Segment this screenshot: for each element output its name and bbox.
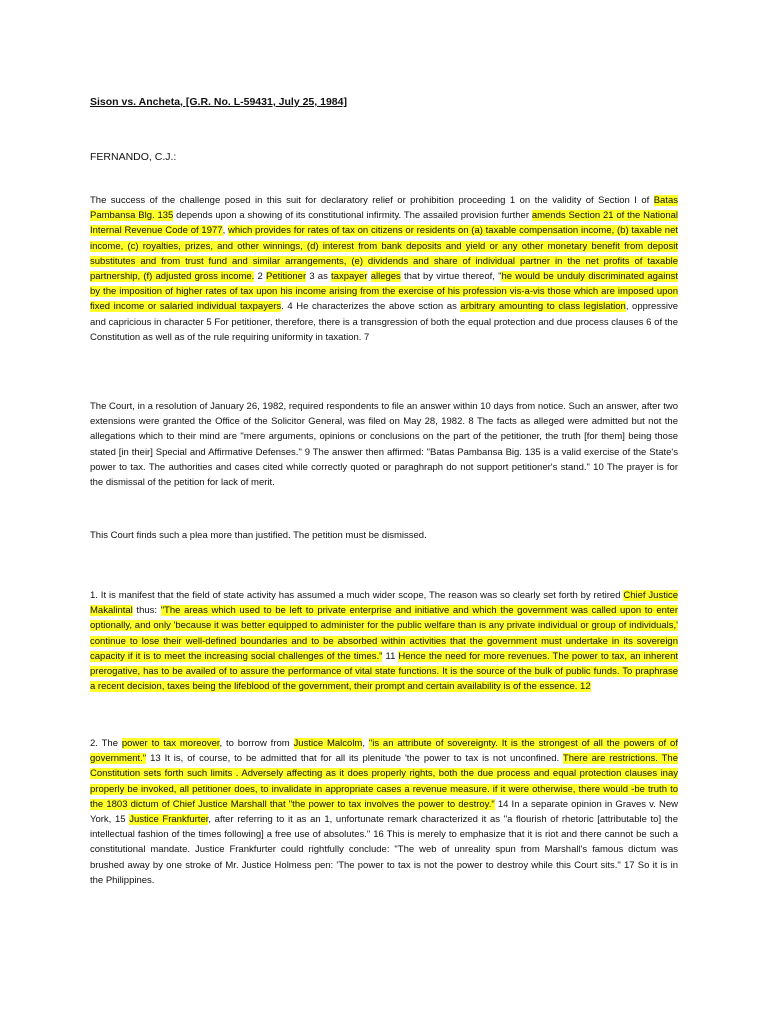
paragraph-point-2: [90, 736, 678, 888]
highlight-segment: power to tax moreover: [121, 738, 220, 749]
text-segment: that by virtue thereof, ": [400, 271, 502, 283]
highlight-segment: he would be unduly discriminated against by the imposition of higher rates of tax upon his income arising from the exercise of his profession vis-a-vis those which are imposed upon fixed income or salaried individual taxpayers: [90, 271, 678, 313]
text-segment: 13 It is, of course, to be admitted that for all its plenitude 'the power to tax is not unconfined.: [146, 753, 563, 765]
paragraph-court-resolution: [90, 399, 678, 490]
text-segment: ,: [362, 738, 369, 749]
highlight-segment: arbitrary amounting to class legislation: [460, 301, 626, 313]
highlight-segment: taxpayer: [331, 271, 368, 283]
highlight-segment: which provides for rates of tax on citizens or residents on (a) taxable compensation income, (b) taxable net income, (c) royalties, prizes, and other winnings, (d) interest from bank deposits and yield or any other monetary benefit from deposit substitutes and from trust fund and similar arrangements, (e) dividends and share of individual partner in the net profits of taxable partnership, (f) adjusted gross income.: [90, 225, 679, 283]
text-segment: 3 as: [306, 271, 332, 283]
highlight-segment: amends Section 21 of the National Internal Revenue Code of 1977: [90, 210, 678, 237]
highlight-segment: There are restrictions. The Constitution sets forth such limits . Adversely affecting as it does properly rights, both the due process and equal protection clauses inay properly be invoked, all petitioner does, to invalidate in appropriate cases a revenue measure. if it were otherwise, there would -be truth to the 1803 dictum of Chief Justice Marshall that "the power to tax involves the power to destroy.": [90, 753, 678, 810]
highlight-segment: Chief Justice Makalintal: [90, 590, 678, 617]
text-segment: The Court, in a resolution of January 26, 1982, required respondents to file an answer within 10 days from notice. Such an answer, after two extensions were granted the Office of the Solicitor General, was filed on May 28, 1982. 8 The facts as alleged were admitted but not the allegations which to their mind are "mere arguments, opinions or conclusions on the part of the petitioner, the truth [for them] being those stated [in their] Special and Affirmative Defenses." 9 The answer then affirmed: "Batas Pambansa Big. 135 is a valid exercise of the State's power to tax. The authorities and cases cited while correctly quoted or paraghraph do not support petitioner's stand." 10 The prayer is for the dismissal of the petition for lack of merit.: [90, 401, 678, 489]
text-segment: ,: [222, 225, 228, 237]
highlight-segment: Petitioner: [266, 271, 307, 283]
highlight-segment: "The areas which used to be left to private enterprise and initiative and which the government was called upon to enter optionally, and only 'because it was better equipped to administer for the public welfare than is any private individual or group of individuals,' continue to lose their well-defined boundaries and to be absorbed within activities that the government must undertake in its sovereign capacity if it is to meet the increasing social challenges of the times.": [90, 605, 679, 662]
highlight-segment: Batas Pambansa Blg. 135: [90, 195, 678, 222]
text-segment: , to borrow from: [219, 738, 294, 749]
text-segment: . 4 He characterizes the above sction as: [281, 301, 461, 313]
highlight-segment: alleges: [370, 271, 401, 283]
paragraph-point-1: [90, 588, 678, 694]
text-segment: 14 In a separate opinion in Graves v. New York, 15: [90, 798, 679, 826]
highlight-segment: Justice Malcolm: [293, 738, 363, 749]
paragraph-finding: [90, 528, 678, 543]
highlight-segment: Hence the need for more revenues. The power to tax, an inherent prerogative, has to be availed of to assure the performance of vital state functions. It is the source of the bulk of public funds. To praphrase a recent decision, taxes being the lifeblood of the government, their prompt and certain availability is of the essence. 12: [90, 650, 678, 693]
text-segment: thus:: [132, 605, 161, 617]
text-segment: 2: [254, 271, 266, 283]
text-segment: , oppressive and capricious in character 5 For petitioner, therefore, there is a transgression of both the equal protection and due process clauses 6 of the Constitution as well as of the rule requiring uniformity in taxation. 7: [90, 301, 678, 343]
text-segment: 2. The: [90, 738, 122, 749]
paragraph-intro: [90, 193, 678, 345]
paragraph-intro-seg-0: The success of the challenge posed in this suit for declaratory relief or prohibition proceeding 1 on the validity of Section I of: [90, 195, 654, 206]
text-segment: 11: [382, 650, 399, 662]
text-segment: This Court finds such a plea more than justified. The petition must be dismissed.: [90, 530, 427, 541]
case-title: Sison vs. Ancheta, [G.R. No. L-59431, July 25, 1984]: [90, 96, 347, 108]
text-segment: depends upon a showing of its constitutional infirmity. The assailed provision further: [173, 210, 532, 222]
author-line: FERNANDO, C.J.:: [90, 151, 177, 163]
text-segment: 1. It is manifest that the field of state activity has assumed a much wider scope, The reason was so clearly set forth by retired: [90, 590, 624, 601]
highlight-segment: Justice Frankfurter: [129, 814, 209, 826]
highlight-segment: "is an attribute of sovereignty. It is the strongest of all the powers of of government.": [90, 738, 678, 765]
text-segment: , after referring to it as an 1, unfortunate remark characterized it as "a flourish of rhetoric [attributable to] the intellectual fashion of the times following] a free use of absolutes." 16 This is merely to emphasize that it is riot and there cannot be such a constitutional mandate. Justice Frankfurter could rightfully conclude: "The web of unreality spun from Marshall's famous dictum was brushed away by one stroke of Mr. Justice Holmess pen: 'The power to tax is not the power to destroy while this Court sits." 17 So it is in the Philippines.: [90, 814, 678, 886]
